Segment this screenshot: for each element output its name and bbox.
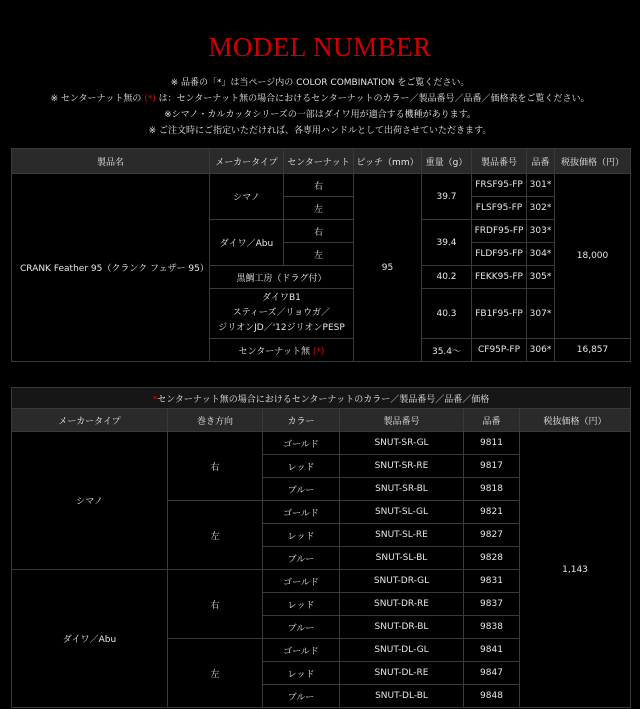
weight-no-nut: 35.4～ xyxy=(422,339,472,362)
winding-left: 左 xyxy=(168,639,263,708)
price-no-nut: 16,857 xyxy=(555,339,631,362)
item-no: 304* xyxy=(527,243,555,266)
item-no: 9837 xyxy=(464,593,520,616)
item-no: 9841 xyxy=(464,639,520,662)
maker-daiwa-abu: ダイワ／Abu xyxy=(210,220,284,266)
header-maker-type: メーカータイプ xyxy=(12,409,168,432)
no-center-nut-mark: (*) xyxy=(312,346,325,357)
color-cell: レッド xyxy=(263,524,340,547)
weight-daiwa-b1: 40.3 xyxy=(422,289,472,339)
color-cell: レッド xyxy=(263,593,340,616)
header-winding: 巻き方向 xyxy=(168,409,263,432)
color-cell: レッド xyxy=(263,662,340,685)
header-center-nut: センターナット xyxy=(284,149,354,174)
color-cell: ブルー xyxy=(263,478,340,501)
header-item-no: 品番 xyxy=(464,409,520,432)
item-no: 9818 xyxy=(464,478,520,501)
nut-left: 左 xyxy=(284,197,354,220)
maker-daiwa-abu: ダイワ／Abu xyxy=(12,570,168,708)
weight-daiwa: 39.4 xyxy=(422,220,472,266)
maker-daiwa-b1 xyxy=(210,289,354,339)
header-item-no: 品番 xyxy=(527,149,555,174)
item-no: 301* xyxy=(527,174,555,197)
nut-right: 右 xyxy=(284,174,354,197)
price-main: 18,000 xyxy=(555,174,631,339)
table-header-row xyxy=(12,149,631,174)
winding-right: 右 xyxy=(168,432,263,501)
product-code: SNUT-SR-GL xyxy=(340,432,464,455)
item-no: 9848 xyxy=(464,685,520,708)
item-no: 9828 xyxy=(464,547,520,570)
header-product-code: 製品番号 xyxy=(472,149,527,174)
header-color: カラー xyxy=(263,409,340,432)
product-code: FLSF95-FP xyxy=(472,197,527,220)
winding-left: 左 xyxy=(168,501,263,570)
weight-kokuran: 40.2 xyxy=(422,266,472,289)
header-product-name: 製品名 xyxy=(12,149,210,174)
item-no: 9827 xyxy=(464,524,520,547)
note-line-4: ※ ご注文時にご指定いただければ、各専用ハンドルとして出荷させていただきます。 xyxy=(148,126,492,136)
item-no: 303* xyxy=(527,220,555,243)
daiwa-b1-line-1: ダイワB1 xyxy=(262,293,301,303)
item-no: 9838 xyxy=(464,616,520,639)
product-code: FRDF95-FP xyxy=(472,220,527,243)
product-code: FB1F95-FP xyxy=(472,289,527,339)
color-cell: ブルー xyxy=(263,616,340,639)
color-cell: ゴールド xyxy=(263,639,340,662)
table-caption xyxy=(12,388,631,409)
notes xyxy=(0,75,640,139)
note-line-1: ※ 品番の「*」は当ページ内の COLOR COMBINATION をご覧ください。 xyxy=(170,78,470,88)
color-cell: ブルー xyxy=(263,547,340,570)
caption-mark: * xyxy=(152,394,158,405)
product-code: FLDF95-FP xyxy=(472,243,527,266)
page-title: MODEL NUMBER xyxy=(208,32,432,62)
product-code: SNUT-DL-GL xyxy=(340,639,464,662)
product-code: SNUT-DR-BL xyxy=(340,616,464,639)
header-weight: 重量（g） xyxy=(422,149,472,174)
maker-kokuran: 黒鯛工房（ドラグ付） xyxy=(210,266,354,289)
maker-shimano: シマノ xyxy=(12,432,168,570)
note-line-2-post: は：センターナット無の場合におけるセンターナットのカラー／製品番号／品番／価格表をご覧ください。 xyxy=(158,94,590,104)
item-no: 9811 xyxy=(464,432,520,455)
item-no: 9817 xyxy=(464,455,520,478)
color-cell: ゴールド xyxy=(263,501,340,524)
product-code: SNUT-DL-BL xyxy=(340,685,464,708)
item-no: 9831 xyxy=(464,570,520,593)
table-row xyxy=(12,174,631,197)
product-code: SNUT-SR-BL xyxy=(340,478,464,501)
product-code: SNUT-DL-RE xyxy=(340,662,464,685)
model-number-table xyxy=(11,148,631,362)
header-product-code: 製品番号 xyxy=(340,409,464,432)
daiwa-b1-line-3: ジリオンJD／'12ジリオンPESP xyxy=(218,323,345,333)
color-cell: ブルー xyxy=(263,685,340,708)
item-no: 306* xyxy=(527,339,555,362)
table-row xyxy=(12,432,631,455)
item-no: 302* xyxy=(527,197,555,220)
product-code: SNUT-SR-RE xyxy=(340,455,464,478)
product-code: SNUT-SL-RE xyxy=(340,524,464,547)
product-name-cell: CRANK Feather 95（クランク フェザー 95） xyxy=(12,174,210,362)
item-no: 305* xyxy=(527,266,555,289)
table-caption-row xyxy=(12,388,631,409)
note-line-3: ※シマノ・カルカッタシリーズの一部はダイワ用が適合する機種があります。 xyxy=(164,110,476,120)
item-no: 9821 xyxy=(464,501,520,524)
no-center-nut xyxy=(210,339,354,362)
winding-right: 右 xyxy=(168,570,263,639)
product-code: SNUT-SL-GL xyxy=(340,501,464,524)
product-code: SNUT-DR-RE xyxy=(340,593,464,616)
color-cell: ゴールド xyxy=(263,432,340,455)
header-pitch: ピッチ（mm） xyxy=(354,149,422,174)
product-code: SNUT-SL-BL xyxy=(340,547,464,570)
item-no: 307* xyxy=(527,289,555,339)
note-mark: (*) xyxy=(144,94,156,104)
caption-text: センターナット無の場合におけるセンターナットのカラー／製品番号／品番／価格 xyxy=(157,394,490,405)
header-price: 税抜価格（円） xyxy=(555,149,631,174)
item-no: 9847 xyxy=(464,662,520,685)
header-price: 税抜価格（円） xyxy=(520,409,631,432)
pitch-cell: 95 xyxy=(354,174,422,362)
product-code: FRSF95-FP xyxy=(472,174,527,197)
color-cell: ゴールド xyxy=(263,570,340,593)
center-nut-table xyxy=(11,387,631,708)
header-maker-type: メーカータイプ xyxy=(210,149,284,174)
product-code: SNUT-DR-GL xyxy=(340,570,464,593)
maker-shimano: シマノ xyxy=(210,174,284,220)
no-center-nut-label: センターナット無 xyxy=(238,346,311,357)
table-header-row xyxy=(12,409,631,432)
nut-right: 右 xyxy=(284,220,354,243)
weight-shimano: 39.7 xyxy=(422,174,472,220)
product-code: FEKK95-FP xyxy=(472,266,527,289)
note-line-2-pre: ※ センターナット無の xyxy=(50,94,142,104)
product-code: CF95P-FP xyxy=(472,339,527,362)
color-cell: レッド xyxy=(263,455,340,478)
nut-left: 左 xyxy=(284,243,354,266)
note-line-2 xyxy=(0,91,640,107)
price-cell: 1,143 xyxy=(520,432,631,708)
daiwa-b1-line-2: スティーズ／リョウガ／ xyxy=(232,308,331,318)
